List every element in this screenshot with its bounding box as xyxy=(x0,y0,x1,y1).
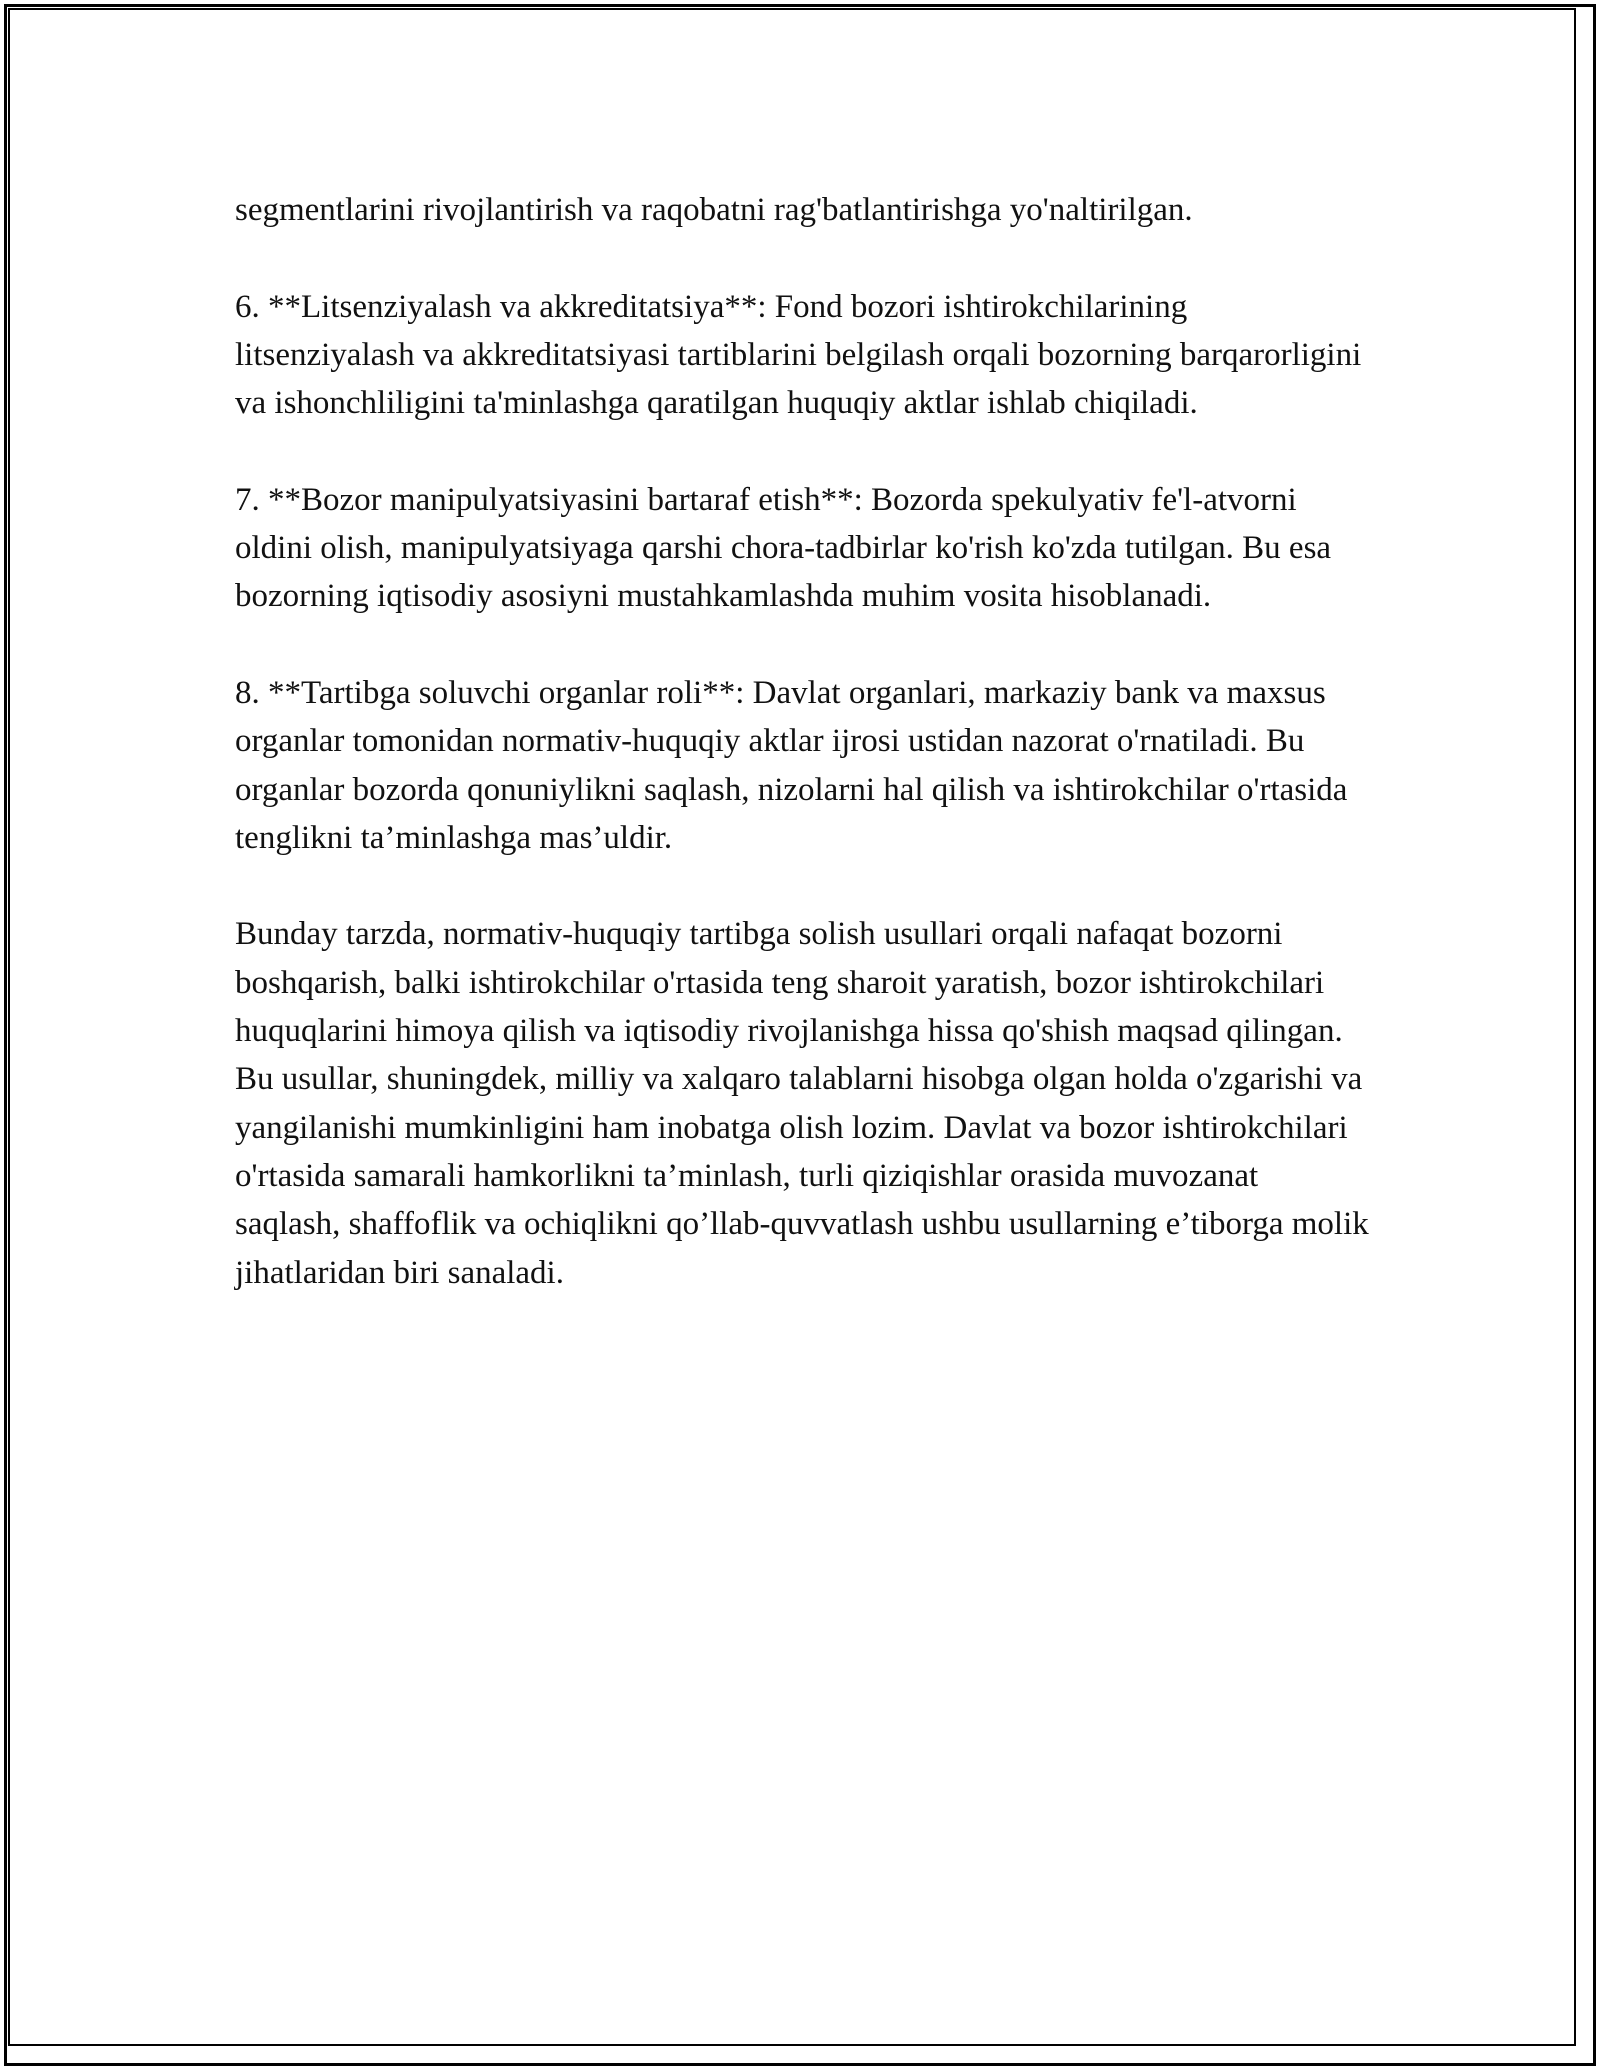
paragraph-continuation: segmentlarini rivojlantirish va raqobatni rag'batlantirishga yo'naltirilgan. xyxy=(235,192,1193,228)
document-body xyxy=(235,186,1370,1345)
paragraph-item-8: 8. **Tartibga soluvchi organlar roli**: Davlat organlari, markaziy bank va maxsus organlar tomonidan normativ-huquqiy aktlar ijrosi ustidan nazorat o'rnatiladi. Bu organlar bozorda qonuniylikni saqlash, nizolarni hal qilish va ishtirokchilar o'rtasida tenglikni ta’minlashga mas’uldir. xyxy=(235,674,1348,856)
paragraph-item-6: 6. **Litsenziyalash va akkreditatsiya**: Fond bozori ishtirokchilarining litsenziyalash va akkreditatsiyasi tartiblarini belgilash orqali bozorning barqarorligini va ishonchliligini ta'minlashga qaratilgan huquqiy aktlar ishlab chiqiladi. xyxy=(235,288,1362,422)
paragraph-item-7: 7. **Bozor manipulyatsiyasini bartaraf etish**: Bozorda spekulyativ fe'l-atvorni oldini olish, manipulyatsiyaga qarshi chora-tadbirlar ko'rish ko'zda tutilgan. Bu esa bozorning iqtisodiy asosiyni mustahkamlashda muhim vosita hisoblanadi. xyxy=(235,481,1332,615)
paragraph-conclusion: Bunday tarzda, normativ-huquqiy tartibga solish usullari orqali nafaqat bozorni boshqarish, balki ishtirokchilar o'rtasida teng sharoit yaratish, bozor ishtirokchilari huquqlarini himoya qilish va iqtisodiy rivojlanishga hissa qo'shish maqsad qilingan. Bu usullar, shuningdek, milliy va xalqaro talablarni hisobga olgan holda o'zgarishi va yangilanishi mumkinligini ham inobatga olish lozim. Davlat va bozor ishtirokchilari o'rtasida samarali hamkorlikni ta’minlash, turli qiziqishlar orasida muvozanat saqlash, shaffoflik va ochiqlikni qo’llab-quvvatlash ushbu usullarning e’tiborga molik jihatlaridan biri sanaladi. xyxy=(235,916,1369,1291)
